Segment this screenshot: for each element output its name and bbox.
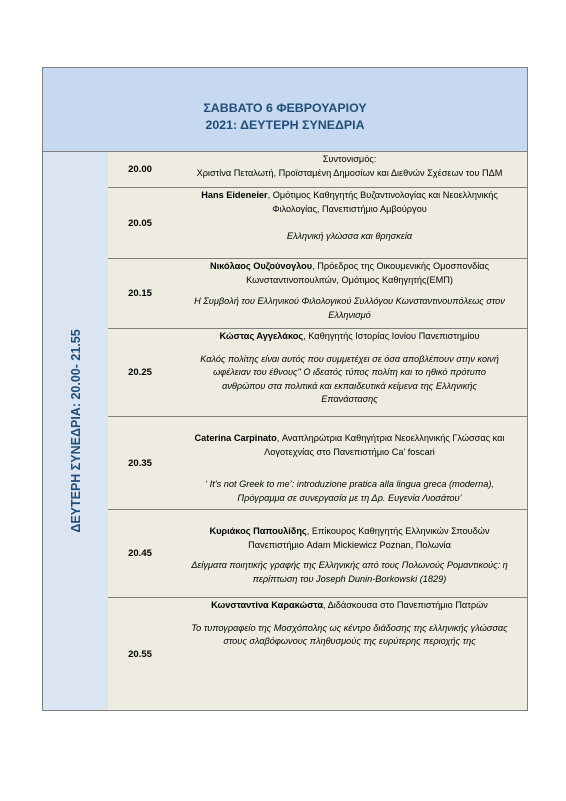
speaker-name: Νικόλαος Ουζούνογλου — [209, 261, 313, 271]
talk-title: Πρόγραμμα σε συνεργασία με τη Δρ. Ευγενία Λιοσάτου’ — [237, 492, 462, 503]
speaker-affiliation: Πανεπιστήμιο Adam Mickiewicz Poznan, Πολωνία — [248, 539, 451, 550]
speaker-affiliation: , Ομότιμος Καθηγητής Βυζαντινολογίας και Νεοελληνικής — [267, 190, 498, 200]
session-column — [43, 152, 109, 710]
program-row — [108, 417, 527, 510]
time-cell: 20.35 — [108, 417, 173, 509]
content-cell — [172, 510, 527, 597]
time-cell: 20.00 — [108, 152, 173, 187]
talk-title: Καλός πολίτης είναι αυτός που συμμετέχει σε όσα αποβλέπουν στην κοινή — [200, 353, 499, 364]
program-row — [108, 152, 527, 188]
speaker-name: Κυριάκος Παπουλίδης — [209, 526, 307, 536]
time-cell: 20.55 — [108, 598, 173, 710]
talk-title: Ελληνική γλώσσα και θρησκεία — [286, 230, 413, 241]
program-rows — [108, 152, 527, 710]
talk-title: ανθρώπου στα πολιτικά και εκπαιδευτικά κείμενα της Ελληνικής — [222, 380, 477, 391]
speaker-affiliation: , Επίκουρος Καθηγητής Ελληνικών Σπουδών — [306, 526, 490, 536]
talk-title: Το τυπογραφείο της Μοσχόπολης ως κέντρο διάδοσης της ελληνικής γλώσσας — [191, 622, 508, 633]
talk-title: ωφέλειαν του έθνους" Ο ιδεατός τύπος πολίτη και το ηθικό πρότυπο — [213, 367, 486, 378]
program-row — [108, 598, 527, 710]
talk-title: Ελληνισμό — [328, 309, 371, 320]
content-cell — [172, 598, 527, 710]
content-cell — [172, 329, 527, 416]
header-session-title: 2021: ΔΕΥΤΕΡΗ ΣΥΝΕΔΡΙΑ — [205, 118, 365, 132]
program-row — [108, 188, 527, 259]
session-label: ΔΕΥΤΕΡΗ ΣΥΝΕΔΡΙΑ: 20.00- 21.55 — [68, 329, 83, 533]
speaker-name: Κώστας Αγγελάκος — [219, 331, 304, 341]
talk-title: Επανάστασης — [321, 394, 378, 405]
time-cell: 20.15 — [108, 259, 173, 328]
program-row — [108, 329, 527, 417]
time-cell: 20.45 — [108, 510, 173, 597]
content-cell — [172, 259, 527, 328]
speaker-affiliation: , Καθηγητής Ιστορίας Ιονίου Πανεπιστημίου — [303, 331, 480, 341]
speaker-name: Hans Eideneier — [201, 190, 268, 200]
speaker-affiliation: Λογοτεχνίας στο Πανεπιστήμιο Ca' foscari — [264, 446, 435, 457]
moderator-label: Συντονισμός: — [322, 154, 377, 164]
talk-title: Δείγματα ποιητικής γραφής της Ελληνικής από τους Πολωνούς Ρομαντικούς: η — [191, 560, 508, 571]
talk-title: ‘ It’s not Greek to me’: introduzione pratica alla lingua greca (moderna), — [205, 479, 494, 490]
content-cell — [172, 417, 527, 509]
program-table — [42, 67, 528, 711]
program-header — [43, 68, 527, 152]
time-cell: 20.05 — [108, 188, 173, 258]
talk-title: περίπτωση του Joseph Dunin-Borkowski (1829) — [252, 573, 447, 584]
speaker-affiliation: Φιλολογίας, Πανεπιστήμιο Αμβούργου — [272, 203, 427, 214]
speaker-affiliation: Κωνσταντινοπουλιτών, Ομότιμος Καθηγητής(ΕΜΠ) — [246, 274, 453, 285]
header-date: ΣΑΒΒΑΤΟ 6 ΦΕΒΡΟΥΑΡΙΟΥ — [203, 101, 367, 115]
moderator-name: Χριστίνα Πεταλωτή, Προϊσταμένη Δημοσίων και Διεθνών Σχέσεων του ΠΔΜ — [196, 167, 503, 178]
content-cell — [172, 152, 527, 187]
talk-title: Η Συμβολή του Ελληνικού Φιλολογικού Συλλόγου Κωνσταντινουπόλεως στον — [194, 296, 505, 307]
program-row — [108, 259, 527, 329]
speaker-affiliation: , Αναπληρώτρια Καθηγήτρια Νεοελληνικής Γλώσσας και — [276, 433, 505, 443]
content-cell — [172, 188, 527, 258]
program-row — [108, 510, 527, 598]
speaker-affiliation: , Πρόεδρος της Οικουμενικής Ομοσπονδίας — [312, 261, 490, 271]
talk-title: στους σλαβόφωνους πληθυσμούς της ευρύτερης περιοχής της — [223, 636, 476, 647]
speaker-affiliation: , Διδάσκουσα στο Πανεπιστήμιο Πατρών — [323, 600, 488, 610]
speaker-name: Κωνσταντίνα Καρακώστα — [211, 600, 324, 610]
speaker-name: Caterina Carpinato — [194, 433, 277, 443]
time-cell: 20.25 — [108, 329, 173, 416]
